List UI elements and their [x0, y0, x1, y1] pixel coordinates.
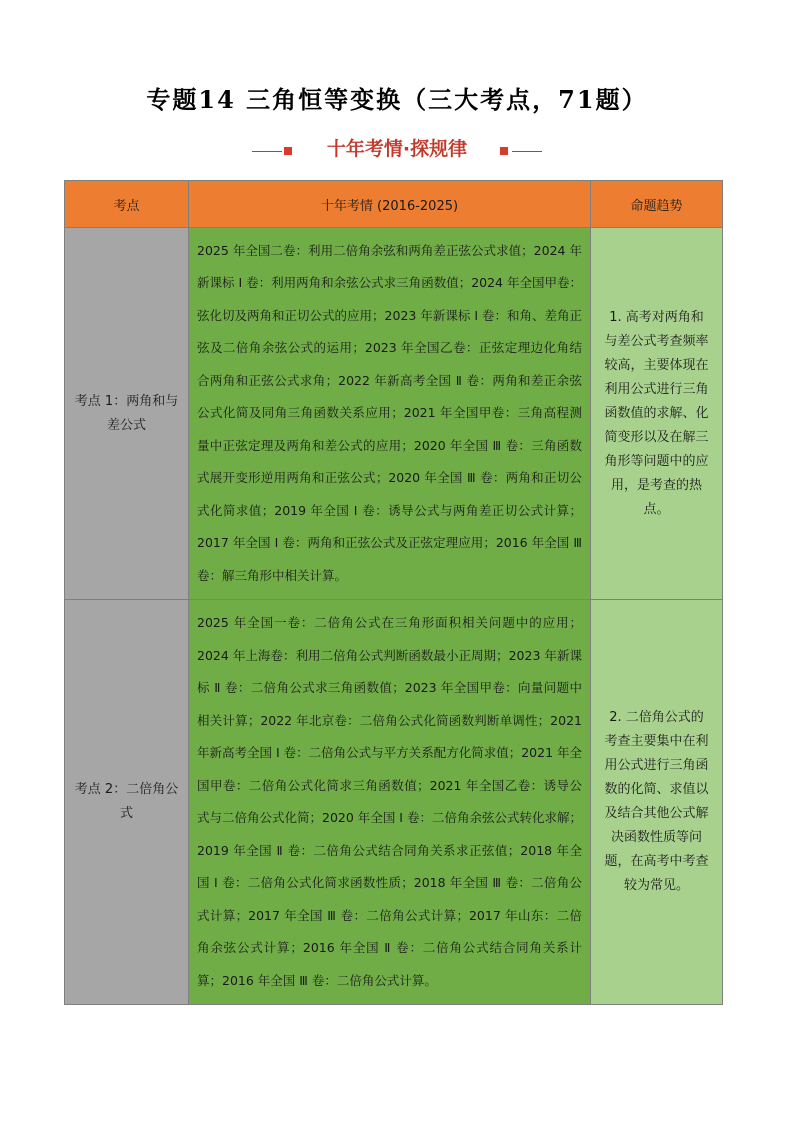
table-row [65, 228, 723, 600]
cell-trend: 1. 高考对两角和与差公式考查频率较高，主要体现在利用公式进行三角函数值的求解、化简变形以及在解三角形等问题中的应用，是考查的热点。 [591, 228, 723, 600]
banner-square-right-icon [500, 147, 508, 155]
section-subtitle: 十年考情·探规律 [326, 138, 468, 160]
cell-point: 考点 1：两角和与差公式 [65, 228, 189, 600]
exam-analysis-table [64, 180, 723, 1005]
cell-history: 2025 年全国二卷：利用二倍角余弦和两角差正弦公式求值；2024 年新课标 Ⅰ 卷：利用两角和余弦公式求三角函数值；2024 年全国甲卷：弦化切及两角和正切公式的应用；2023 年新课标 Ⅰ 卷：和角、差角正弦及二倍角余弦公式的运用；2023 年全国乙卷：正弦定理边化角结合两角和正弦公式求角；2022 年新高考全国 Ⅱ 卷：两角和差正余弦公式化简及同角三角函数关系应用；2021 年全国甲卷：三角高程测量中正弦定理及两角和差公式的应用；2020 年全国 Ⅲ 卷：三角函数式展开变形逆用两角和正弦公式；2020 年全国 Ⅲ 卷：两角和正切公式化简求值；2019 年全国 Ⅰ 卷：诱导公式与两角差正切公式计算；2017 年全国 Ⅰ 卷：两角和正弦公式及正弦定理应用；2016 年全国 Ⅲ 卷：解三角形中相关计算。 [189, 228, 591, 600]
cell-point: 考点 2：二倍角公式 [65, 600, 189, 1005]
table-row [65, 600, 723, 1005]
header-history: 十年考情 (2016-2025) [189, 181, 591, 228]
banner-square-left-icon [284, 147, 292, 155]
header-trend: 命题趋势 [591, 181, 723, 228]
cell-trend: 2. 二倍角公式的考查主要集中在利用公式进行三角函数的化简、求值以及结合其他公式解决函数性质等问题，在高考中考查较为常见。 [591, 600, 723, 1005]
page-title: 专题14 三角恒等变换（三大考点，71题） [146, 85, 648, 114]
banner-line-right [512, 151, 542, 152]
header-point: 考点 [65, 181, 189, 228]
table-header-row [65, 181, 723, 228]
section-banner [0, 130, 794, 164]
banner-line-left [252, 151, 282, 152]
cell-history: 2025 年全国一卷：二倍角公式在三角形面积相关问题中的应用；2024 年上海卷：利用二倍角公式判断函数最小正周期；2023 年新课标 Ⅱ 卷：二倍角公式求三角函数值；2023 年全国甲卷：向量问题中相关计算；2022 年北京卷：二倍角公式化简函数判断单调性；2021 年新高考全国 Ⅰ 卷：二倍角公式与平方关系配方化简求值；2021 年全国甲卷：二倍角公式化简求三角函数值；2021 年全国乙卷：诱导公式与二倍角公式化简；2020 年全国 Ⅰ 卷：二倍角余弦公式转化求解；2019 年全国 Ⅱ 卷：二倍角公式结合同角关系求正弦值；2018 年全国 Ⅰ 卷：二倍角公式化简求函数性质；2018 年全国 Ⅲ 卷：二倍角公式计算；2017 年全国 Ⅲ 卷：二倍角公式计算；2017 年山东：二倍角余弦公式计算；2016 年全国 Ⅱ 卷：二倍角公式结合同角关系计算；2016 年全国 Ⅲ 卷：二倍角公式计算。 [189, 600, 591, 1005]
